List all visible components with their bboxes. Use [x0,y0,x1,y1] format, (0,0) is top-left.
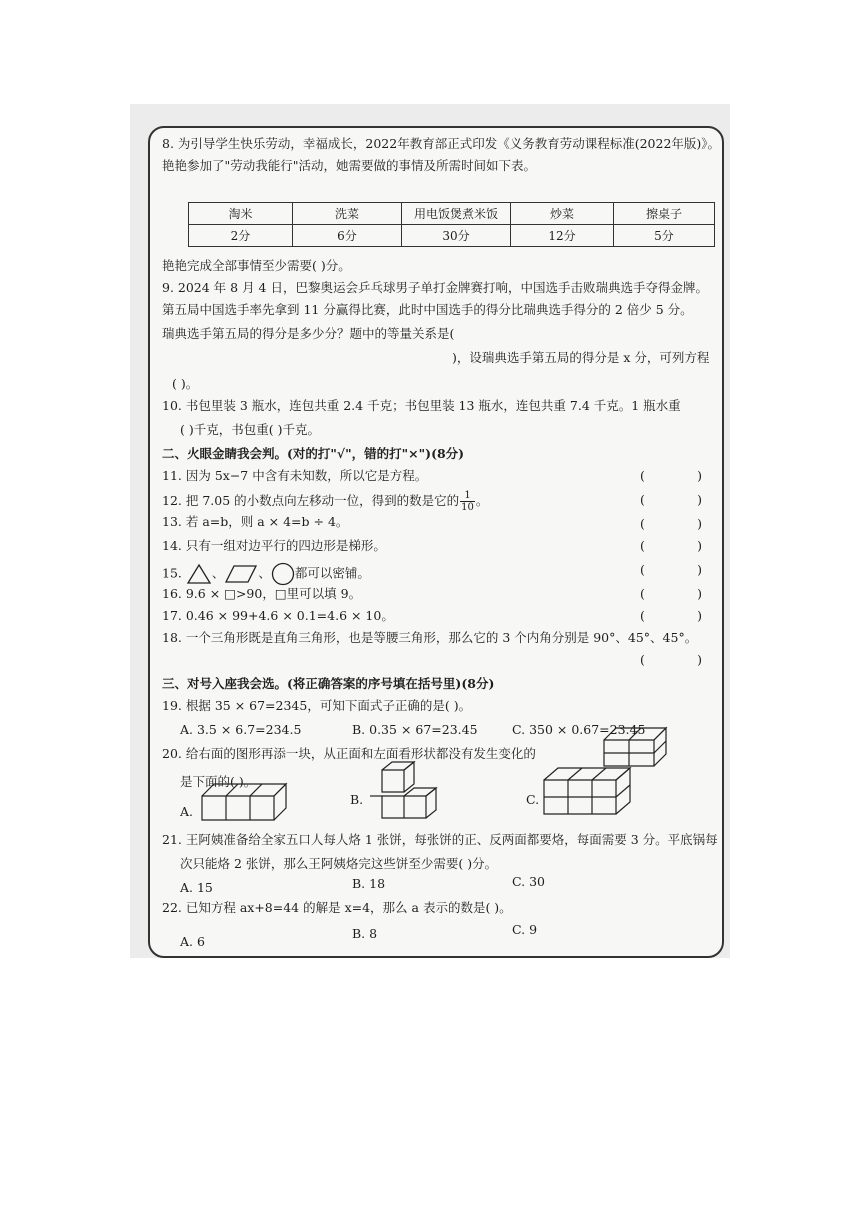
q20-option-b-label: B. [350,792,364,807]
q9-line4: )，设瑞典选手第五局的得分是 x 分，可列方程 [452,350,710,365]
q8-line1: 8. 为引导学生快乐劳动，幸福成长，2022年教育部正式印发《义务教育劳动课程标准(2022年版)》。 [162,136,721,151]
q21-option-b: B. 18 [352,876,386,891]
q10-line1: 10. 书包里装 3 瓶水，连包共重 2.4 千克；书包里装 13 瓶水，连包共重 7.4 千克。1 瓶水重 [162,398,681,413]
table-cell: 6分 [293,225,402,247]
q21-option-a: A. 15 [180,880,213,895]
q22-option-c: C. 9 [512,922,538,937]
table-cell: 5分 [614,225,715,247]
q19-option-c: C. 350 × 0.67=23.45 [512,722,646,737]
q19-option-b: B. 0.35 × 67=23.45 [352,722,478,737]
q19-stem: 19. 根据 35 × 67=2345，可知下面式子正确的是( )。 [162,698,472,713]
judge-item-12-text: 12. 把 7.05 的小数点向左移动一位，得到的数是它的 [162,493,460,508]
q20-stem-line1: 20. 给右面的图形再添一块，从正面和左面看形状都没有发生变化的 [162,746,536,761]
circle-icon [271,562,295,586]
table-cell: 2分 [189,225,293,247]
q22-option-b: B. 8 [352,926,378,941]
table-cell: 12分 [511,225,614,247]
parallelogram-icon [224,563,258,585]
q21-stem-line2: 次只能烙 2 张饼，那么王阿姨烙完这些饼至少需要( )分。 [180,856,498,871]
option-a-cube-figure [200,782,292,822]
q9-line3: 瑞典选手第五局的得分是多少分？题中的等量关系是( [162,326,455,341]
q10-line2: ( )千克，书包重( )千克。 [180,422,320,437]
q20-option-c-label: C. [526,792,540,807]
section2-heading: 二、火眼金睛我会判。(对的打"√"，错的打"×")(8分) [162,446,465,461]
judge-item-12: 12. 把 7.05 的小数点向左移动一位，得到的数是它的 $\frac{1}{10}$ 。 [162,490,489,513]
q9-line2: 第五局中国选手率先拿到 11 分赢得比赛，此时中国选手的得分比瑞典选手得分的 2 倍少 5 分。 [162,302,693,317]
triangle-icon [186,563,212,585]
table-cell: 淘米 [189,203,293,225]
section3-heading: 三、对号入座我会选。(将正确答案的序号填在括号里)(8分) [162,676,495,691]
judge-item-11: 11. 因为 5x−7 中含有未知数，所以它是方程。 [162,468,428,483]
judge-item-16: 16. 9.6 × □>90，□里可以填 9。 [162,586,362,601]
table-row-header [189,203,715,225]
q20-stem-line2: 是下面的( )。 [180,774,257,789]
scanned-photo [130,104,730,958]
judge-item-18: 18. 一个三角形既是直角三角形，也是等腰三角形，那么它的 3 个内角分别是 90°、45°、45°。 [162,630,698,645]
q8-answer-line: 艳艳完成全部事情至少需要( )分。 [162,258,351,273]
option-b-cube-figure [368,760,438,822]
table-row-values [189,225,715,247]
fraction-one-tenth: $\frac{1}{10}$ [461,490,474,513]
table-cell: 洗菜 [293,203,402,225]
q22-option-a: A. 6 [180,934,205,949]
q21-option-c: C. 30 [512,874,545,889]
judge-item-17: 17. 0.46 × 99+4.6 × 0.1=4.6 × 10。 [162,608,394,623]
q22-stem: 22. 已知方程 ax+8=44 的解是 x=4，那么 a 表示的数是( )。 [162,900,512,915]
judge-item-14: 14. 只有一组对边平行的四边形是梯形。 [162,538,386,553]
table-cell: 用电饭煲煮米饭 [402,203,511,225]
q8-line2: 艳艳参加了"劳动我能行"活动，她需要做的事情及所需时间如下表。 [162,158,537,173]
table-cell: 擦桌子 [614,203,715,225]
option-c-cube-figure [542,764,654,818]
judge-item-15: 15. 、 、 都可以密铺。 [162,562,370,586]
table-cell: 炒菜 [511,203,614,225]
q9-line5: ( )。 [172,376,199,391]
worksheet-page: 8. 为引导学生快乐劳动，幸福成长，2022年教育部正式印发《义务教育劳动课程标准(2022年版)》。 艳艳参加了"劳动我能行"活动，她需要做的事情及所需时间如下表。 淘米 洗菜 用电饭煲煮米饭 炒菜 擦桌子 2分 6分 30分 12分 5分 艳艳完成全部事情至少需要( )分。 9. 2024 年 8 月 4 日，巴黎奥运会乒乓球男子单打金牌赛打响，中国选手击败瑞典选手夺得金牌。 第五局中国选手率先拿到 11 分赢得比赛，此时中国选手的得分比瑞典选手得分的 2 倍少 5 分。 瑞典选手第五局的得分是多少分？题中的等量关系是( )，设瑞典选手第五局的得分是 x 分，可列方程 ( )。 10. 书包里装 3 瓶水，连包共重 2.4 千克；书包里装 13 瓶水，连包共重 7.4 千克。1 瓶水重 ( )千克，书包重( )千克。 二、火眼金睛我会判。(对的打"√"，错的打"×")(8分) 11. 因为 5x−7 中含有未知数，所以它是方程。 12. 把 7.05 的小数点向左移动一位，得到的数是它的 $\frac{1}{10}$ 。 13. 若 a=b，则 a × 4=b ÷ 4。 14. 只有一组对边平行的四边形是梯形。 15. 、 、 都可以密铺。 16. 9.6 × □>90，□里可以填 9。 17. 0.46 × 99+4.6 × 0.1=4.6 × 10。 18. 一个三角形既是直角三角形，也是等腰三角形，那么它的 3 个内角分别是 90°、45°、45°。 ( ) ( ) ( ) ( ) ( ) ( ) ( ) ( ) 三、对号入座我会选。(将正确答案的序号填在括号里)(8分) 19. 根据 35 × 67=2345，可知下面式子正确的是( )。 A. 3.5 × 6.7=234.5 B. 0.35 × 67=23.45 C. 350 × 0.67=23.45 20. 给右面的图形再添一块，从正面和左面看形状都没有发生变化的 是下面的( )。 A. B. C. 21. 王阿姨准备给全家五口人每人烙 1 张饼，每张饼的正、反两面都要烙，每面需要 3 分。平底锅每 次只能烙 2 张饼，那么王阿姨烙完这些饼至少需要( )分。 A. 15 B. 18 C. 30 22. 已知方程 ax+8=44 的解是 x=4，那么 a 表示的数是( )。 A. 6 B. 8 C. 9 [148,126,724,958]
q9-line1: 9. 2024 年 8 月 4 日，巴黎奥运会乒乓球男子单打金牌赛打响，中国选手击败瑞典选手夺得金牌。 [162,280,708,295]
q19-option-a: A. 3.5 × 6.7=234.5 [180,722,302,737]
chores-time-table [188,202,715,247]
table-cell: 30分 [402,225,511,247]
judge-item-13: 13. 若 a=b，则 a × 4=b ÷ 4。 [162,514,349,529]
q20-option-a-label: A. [180,804,194,819]
q21-stem-line1: 21. 王阿姨准备给全家五口人每人烙 1 张饼，每张饼的正、反两面都要烙，每面需要 3 分。平底锅每 [162,832,718,847]
